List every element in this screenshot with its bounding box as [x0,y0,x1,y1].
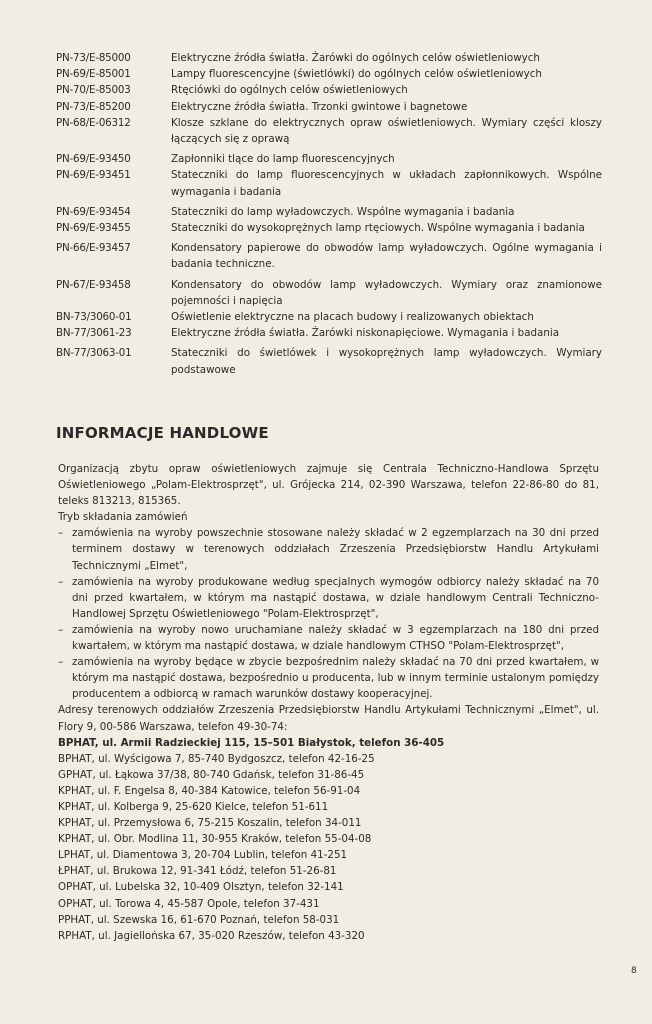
standard-description: Zapłonniki tlące do lamp fluorescencyjnych [171,153,395,166]
standard-code: PN-66/E-93457 [56,242,131,255]
address-line: GPHAT, ul. Łąkowa 37/38, 80-740 Gdańsk, telefon 31-86-45 [58,768,365,781]
standard-row [56,240,602,272]
commercial-info [58,461,599,944]
standard-description: Stateczniki do wysokoprężnych lamp rtęciowych. Wspólne wymagania i badania [171,222,585,235]
section-heading: INFORMACJE HANDLOWE [56,424,269,442]
standard-code: PN-67/E-93458 [56,278,131,291]
intro-paragraph: Organizacją zbytu opraw oświetleniowych zajmuje się Centrala Techniczno-Handlowa Sprzętu Oświetleniowego „Polam-Elektrosprzęt", ul. Grójecka 214, 02-390 Warszawa, telefon 22-86-80 do 81, teleks 813213, 815365. [58,463,599,508]
standard-description: Elektryczne źródła światła. Żarówki do ogólnych celów oświetleniowych [171,52,540,64]
standard-row [56,204,602,220]
standard-description: Oświetlenie elektryczne na placach budowy i realizowanych obiektach [171,311,534,324]
order-rule-text: zamówienia na wyroby nowo uruchamiane należy składać w 3 egzemplarzach na 180 dni przed kwartałem, w którym ma nastąpić dostawa, w dziale handlowym CTHSO "Polam-Elektrosprzęt", [72,623,599,653]
standard-description: Klosze szklane do elektrycznych opraw oświetleniowych. Wymiary części kloszy łączących się z oprawą [171,116,602,146]
order-rule-text: zamówienia na wyroby będące w zbycie bezpośrednim należy składać na 70 dni przed kwartałem, w którym ma nastąpić dostawa, bezpośrednio u producenta, lub w innym terminie ustalonym pomiędzy producentem a odbiorcą w ramach warunków dostawy kooperacyjnej. [72,656,599,701]
order-rule-item [58,654,599,702]
order-rule-item [58,574,599,622]
standard-code: BN-77/3061-23 [56,327,132,340]
standard-description: Stateczniki do lamp fluorescencyjnych w układach zapłonnikowych. Wspólne wymagania i badania [171,169,602,198]
standard-description: Rtęciówki do ogólnych celów oświetleniowych [171,84,408,97]
standard-code: PN-68/E-06312 [56,116,131,129]
standard-code: PN-73/E-85000 [56,52,131,64]
standard-code: BN-73/3060-01 [56,311,132,324]
standard-code: BN-77/3063-01 [56,347,132,360]
standard-code: PN-69/E-93454 [56,205,131,218]
standard-row [56,99,602,115]
standard-code: PN-69/E-93450 [56,153,131,166]
address-line: OPHAT, ul. Lubelska 32, 10-409 Olsztyn, telefon 32-141 [58,881,344,894]
addresses-intro: Adresy terenowych oddziałów Zrzeszenia Przedsiębiorstw Handlu Artykułami Technicznymi „Elmet", ul. Flory 9, 00-586 Warszawa, telefon 49-30-74: [58,704,599,733]
standard-description: Lampy fluorescencyjne (świetlówki) do ogólnych celów oświetleniowych [171,68,542,81]
standard-row [56,167,602,199]
address-line: BPHAT, ul. Armii Radzieckiej 115, 15–501 Białystok, telefon 36-405 [58,736,445,749]
standard-row [56,220,602,236]
dash-bullet-icon: – [58,527,64,540]
standard-row [56,50,602,66]
address-line: OPHAT, ul. Torowa 4, 45-587 Opole, telefon 37-431 [58,897,320,910]
standard-row [56,277,602,309]
standard-row [56,115,602,147]
standard-description: Stateczniki do świetlówek i wysokoprężnych lamp wyładowczych. Wymiary podstawowe [171,347,602,376]
standards-list [56,50,602,378]
standard-code: PN-69/E-93451 [56,169,131,182]
address-line: RPHAT, ul. Jagiellońska 67, 35-020 Rzeszów, telefon 43-320 [58,929,365,942]
standard-row [56,151,602,167]
order-rule-text: zamówienia na wyroby produkowane według specjalnych wymogów odbiorcy należy składać na 70 dni przed kwartałem, w którym ma nastąpić dostawa, w dziale handlowym Centrali Techniczno-Handlowej Sprzętu Oświetleniowego "Polam-Elektrosprzęt", [72,575,599,620]
dash-bullet-icon: – [58,623,64,636]
standard-row [56,309,602,325]
standard-code: PN-69/E-85001 [56,68,131,81]
standard-row [56,66,602,82]
orders-title: Tryb składania zamówień [58,511,188,524]
standard-row [56,325,602,341]
address-line: PPHAT, ul. Szewska 16, 61-670 Poznań, telefon 58-031 [58,913,340,926]
address-line: KPHAT, ul. Kolberga 9, 25-620 Kielce, telefon 51-611 [58,800,329,813]
standard-code: PN-69/E-93455 [56,222,131,235]
address-line: KPHAT, ul. F. Engelsa 8, 40-384 Katowice, telefon 56-91-04 [58,784,361,797]
address-line: ŁPHAT, ul. Brukowa 12, 91-341 Łódź, telefon 51-26-81 [58,865,337,878]
standard-description: Kondensatory do obwodów lamp wyładowczych. Wymiary oraz znamionowe pojemności i napięcia [171,278,602,307]
dash-bullet-icon: – [58,656,64,669]
order-rule-item [58,622,599,654]
standard-description: Kondensatory papierowe do obwodów lamp wyładowczych. Ogólne wymagania i badania techniczne. [171,242,602,271]
dash-bullet-icon: – [58,575,64,588]
address-line: BPHAT, ul. Wyścigowa 7, 85-740 Bydgoszcz, telefon 42-16-25 [58,752,375,765]
standard-description: Stateczniki do lamp wyładowczych. Wspólne wymagania i badania [171,205,515,218]
address-line: LPHAT, ul. Diamentowa 3, 20-704 Lublin, telefon 41-251 [58,849,348,862]
standard-row [56,82,602,98]
standard-row [56,345,602,377]
standard-description: Elektryczne źródła światła. Trzonki gwintowe i bagnetowe [171,100,468,113]
page-number: 8 [631,966,637,976]
order-rule-text: zamówienia na wyroby powszechnie stosowane należy składać w 2 egzemplarzach na 30 dni przed terminem dostawy w terenowych oddziałach Zrzeszenia Przedsiębiorstw Handlu Artykułami Technicznymi „Elmet", [72,527,599,572]
address-line: KPHAT, ul. Przemysłowa 6, 75-215 Koszalin, telefon 34-011 [58,817,362,830]
address-line: KPHAT, ul. Obr. Modlina 11, 30-955 Kraków, telefon 55-04-08 [58,833,372,846]
standard-code: PN-73/E-85200 [56,100,131,113]
order-rule-item [58,525,599,573]
standard-description: Elektryczne źródła światła. Żarówki niskonapięciowe. Wymagania i badania [171,327,560,340]
standard-code: PN-70/E-85003 [56,84,131,97]
